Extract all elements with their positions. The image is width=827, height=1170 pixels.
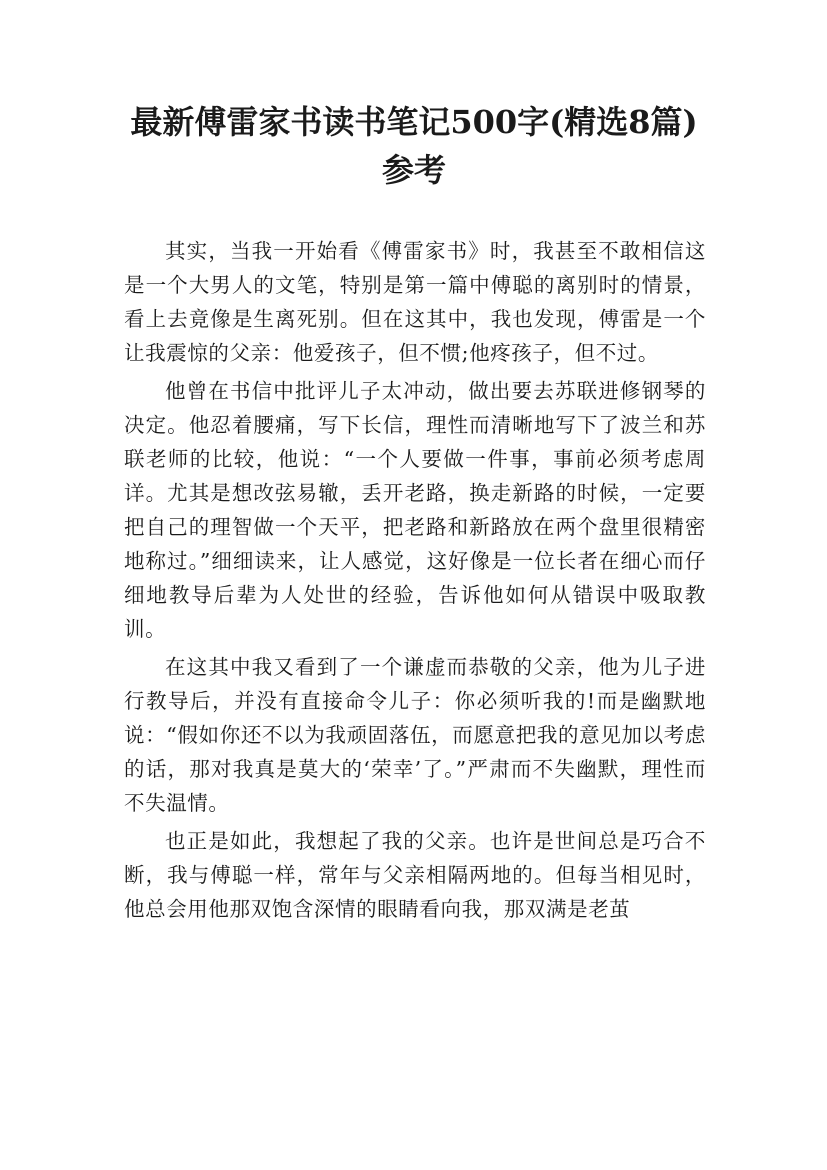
- document-title: 最新傅雷家书读书笔记500字(精选8篇)参考: [130, 103, 698, 189]
- paragraph: 其实，当我一开始看《傅雷家书》时，我甚至不敢相信这是一个大男人的文笔，特别是第一篇中傅聪的离别时的情景，看上去竟像是生离死别。但在这其中，我也发现，傅雷是一个让我震惊的父亲：他爱孩子，但不惯;他疼孩子，但不过。: [124, 239, 706, 365]
- paragraph: 也正是如此，我想起了我的父亲。也许是世间总是巧合不断，我与傅聪一样，常年与父亲相隔两地的。但每当相见时，他总会用他那双饱含深情的眼睛看向我，那双满是老茧: [124, 829, 706, 921]
- document-body: [124, 234, 706, 930]
- paragraph: 他曾在书信中批评儿子太冲动，做出要去苏联进修钢琴的决定。他忍着腰痛，写下长信，理性而清晰地写下了波兰和苏联老师的比较，他说：“一个人要做一件事，事前必须考虑周详。尤其是想改弦易辙，丢开老路，换走新路的时候，一定要把自己的理智做一个天平，把老路和新路放在两个盘里很精密地称过。”细细读来，让人感觉，这好像是一位长者在细心而仔细地教导后辈为人处世的经验，告诉他如何从错误中吸取教训。: [124, 379, 706, 641]
- paragraph: 在这其中我又看到了一个谦虚而恭敬的父亲，他为儿子进行教导后，并没有直接命令儿子：你必须听我的!而是幽默地说：“假如你还不以为我顽固落伍，而愿意把我的意见加以考虑的话，那对我真是莫大的‘荣幸’了。”严肃而不失幽默，理性而不失温情。: [124, 655, 706, 815]
